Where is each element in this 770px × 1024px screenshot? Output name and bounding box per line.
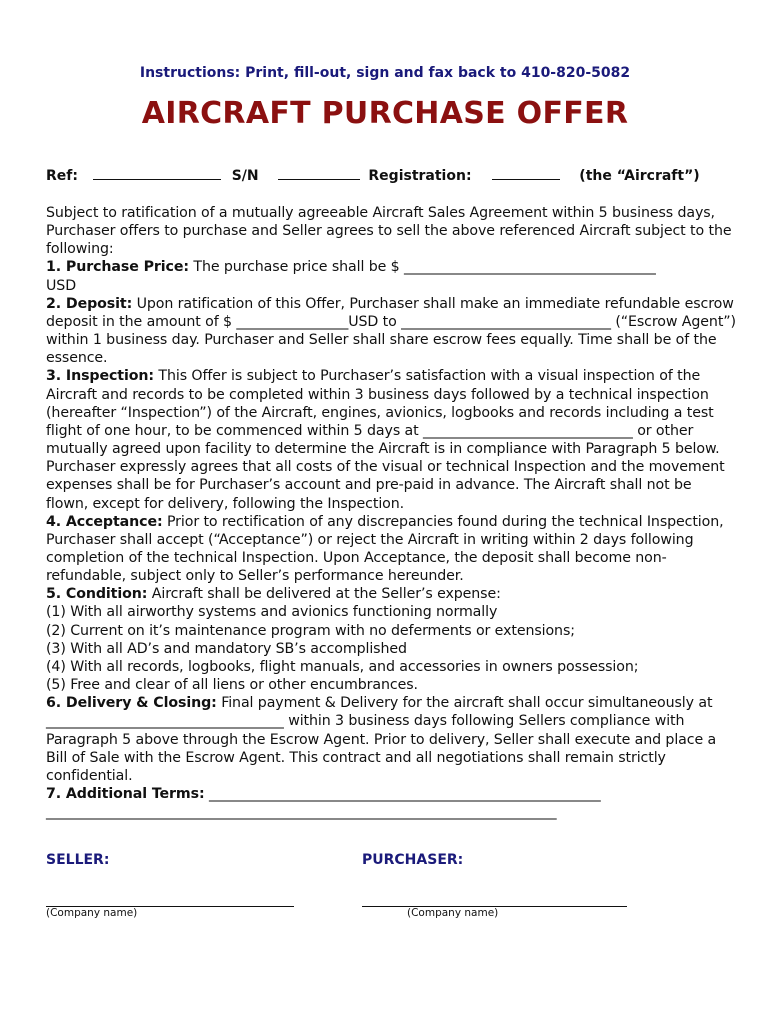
section-inspection [46,367,736,512]
section-acceptance [46,513,736,586]
offer-body [46,204,736,821]
purchase-price-heading: 1. Purchase Price: [46,259,189,276]
purchase-price-currency: USD [46,277,77,294]
instructions-text: Instructions: Print, fill-out, sign and fax back to 410-820-5082 [139,65,631,81]
acceptance-heading: 4. Acceptance: [46,513,163,530]
purchaser-label: PURCHASER: [362,852,464,868]
aircraft-label: (the “Aircraft”) [579,168,700,184]
seller-label: SELLER: [46,852,110,868]
sn-label: S/N [231,168,259,184]
inspection-text: This Offer is subject to Purchaser’s satisfaction with a visual inspection of the Aircraft and records to be completed within 3 business days followed by a technical inspection (hereafter “Inspection”) of the Aircraft, engines, avionics, logbooks and records including a test flight of one hour, to be commenced within 5 days at ______________________________ or other mutually agreed upon facility to determine the Aircraft is in compliance with Paragraph 5 below. Purchaser expressly agrees that all costs of the visual or technical Inspection and the movement expenses shall be for Purchaser’s account and pre-paid in advance. The Aircraft shall not be flown, except for delivery, following the Inspection. [46,368,725,512]
section-purchase-price [46,258,736,294]
inspection-heading: 3. Inspection: [46,368,154,385]
section-deposit [46,295,736,368]
purchase-price-text: The purchase price shall be $ ____________________________________ [193,259,656,276]
intro-paragraph: Subject to ratification of a mutually agreeable Aircraft Sales Agreement within 5 business days, Purchaser offers to purchase and Seller agrees to sell the above referenced Aircraft subject to the following: [46,205,732,258]
section-additional-terms [46,785,736,821]
condition-item: (4) With all records, logbooks, flight manuals, and accessories in owners possession; [46,658,639,675]
section-delivery-closing [46,694,736,785]
registration-label: Registration: [368,168,472,184]
condition-text: Aircraft shall be delivered at the Seller’s expense: [151,586,501,603]
condition-item: (2) Current on it’s maintenance program with no deferments or extensions; [46,622,575,639]
sn-blank[interactable] [278,167,360,180]
condition-item: (5) Free and clear of all liens or other encumbrances. [46,677,418,694]
ref-label: Ref: [46,168,78,184]
deposit-text: Upon ratification of this Offer, Purchaser shall make an immediate refundable escrow deposit in the amount of $ ________________USD to ______________________________ (“Escrow Agent”) within 1 business day. Purchaser and Seller shall share escrow fees equally. Time shall be of the essence. [46,295,736,367]
seller-company-caption: (Company name) [46,907,138,919]
condition-item: (3) With all AD’s and mandatory SB’s accomplished [46,640,407,657]
ref-blank[interactable] [93,167,221,180]
delivery-closing-text: Final payment & Delivery for the aircraft shall occur simultaneously at __________________________________ within 3 business days following Sellers compliance with Paragraph 5 above through the Escrow Agent. Prior to delivery, Seller shall execute and place a Bill of Sale with the Escrow Agent. This contract and all negotiations shall remain strictly confidential. [46,695,717,784]
condition-item: (1) With all airworthy systems and avionics functioning normally [46,604,498,621]
additional-terms-blank-2[interactable]: _________________________________________________________________________ [46,804,557,821]
additional-terms-heading: 7. Additional Terms: [46,786,205,802]
registration-blank[interactable] [492,167,560,180]
purchaser-company-caption: (Company name) [407,907,499,919]
reference-line [46,167,746,184]
acceptance-text: Prior to rectification of any discrepancies found during the technical Inspection, Purchaser shall accept (“Acceptance”) or reject the Aircraft in writing within 2 days following completion of the technical Inspection. Upon Acceptance, the deposit shall become non-refundable, subject only to Seller’s performance hereunder. [46,513,724,585]
condition-heading: 5. Condition: [46,586,148,603]
additional-terms-blank[interactable]: ________________________________________________________ [208,786,601,802]
delivery-closing-heading: 6. Delivery & Closing: [46,695,217,712]
deposit-heading: 2. Deposit: [46,295,133,312]
section-condition [46,585,736,603]
document-title: AIRCRAFT PURCHASE OFFER [141,96,629,131]
